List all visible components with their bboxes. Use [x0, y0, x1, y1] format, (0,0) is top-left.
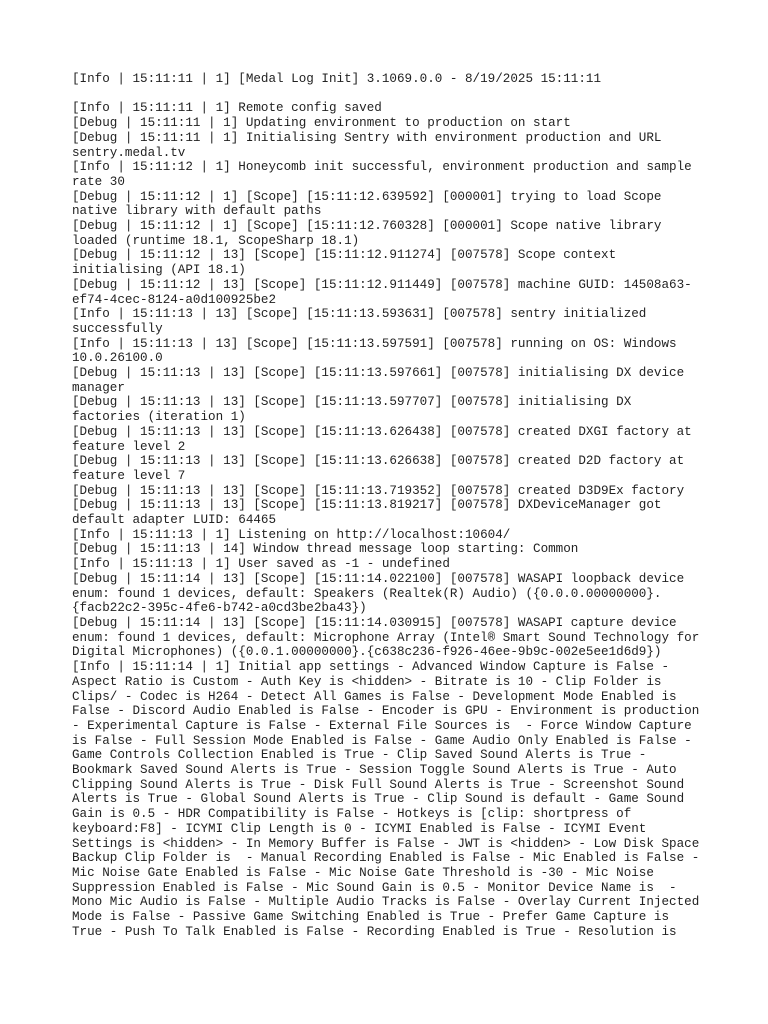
log-line: [Debug | 15:11:12 | 13] [Scope] [15:11:12.911449] [007578] machine GUID: 14508a63-ef74-4cec-8124-a0d100925be2 [72, 277, 692, 307]
log-init-header: [Info | 15:11:11 | 1] [Medal Log Init] 3.1069.0.0 - 8/19/2025 15:11:11 [72, 72, 602, 86]
log-line: [Debug | 15:11:12 | 1] [Scope] [15:11:12.760328] [000001] Scope native library loaded (runtime 18.1, ScopeSharp 18.1) [72, 219, 670, 248]
log-line: [Info | 15:11:14 | 1] Initial app settings - Advanced Window Capture is False - Aspect Ratio is Custom - Auth Key is <hidden> - Bitrate is 10 - Clip Folder is Clips/ - Codec is H264 - Detect All Games is False - Development Mode Enabled is False - Discord Audio Enabled is False - Encoder is GPU - Environment is production - Experimental Capture is False - External File Sources is - Force Window Capture is False - Full Session Mode Enabled is False - Game Audio Only Enabled is False - Game Controls Collection Enabled is True - Clip Saved Sound Alerts is True - Bookmark Saved Sound Alerts is True - Session Toggle Sound Alerts is True - Auto Clipping Sound Alerts is True - Disk Full Sound Alerts is True - Screenshot Sound Alerts is True - Global Sound Alerts is True - Clip Sound is default - Game Sound Gain is 0.5 - HDR Compatibility is False - Hotkeys is [clip: shortpress of keyboard:F8] - ICYMI Clip Length is 0 - ICYMI Enabled is False - ICYMI Event Settings is <hidden> - In Memory Buffer is False - JWT is <hidden> - Low Disk Space Backup Clip Folder is - Manual Recording Enabled is False - Mic Enabled is False - Mic Noise Gate Enabled is False - Mic Noise Gate Threshold is -30 - Mic Noise Suppression Enabled is False - Mic Sound Gain is 0.5 - Monitor Device Name is - Mono Mic Audio is False - Multiple Audio Tracks is False - Overlay Current Injected Mode is False - Passive Game Switching Enabled is True - Prefer Game Capture is True - Push To Talk Enabled is False - Recording Enabled is True - Resolution is [72, 660, 707, 939]
log-line: [Debug | 15:11:11 | 1] Updating environment to production on start [72, 116, 571, 131]
log-line: [Info | 15:11:13 | 1] Listening on http://localhost:10604/ [72, 527, 511, 542]
log-line: [Info | 15:11:13 | 13] [Scope] [15:11:13.597591] [007578] running on OS: Windows 10.0.26100.0 [72, 336, 685, 366]
log-line: [Debug | 15:11:13 | 13] [Scope] [15:11:13.819217] [007578] DXDeviceManager got default adapter LUID: 64465 [72, 498, 670, 528]
log-line: [Debug | 15:11:14 | 13] [Scope] [15:11:14.030915] [007578] WASAPI capture device enum: found 1 devices, default: Microphone Array (Intel® Smart Sound Technology for Digital Microphones) ({0.0.1.00000000}.{c638c236-f926-46ee-9b9c-002e5ee1d6d9}) [72, 616, 707, 660]
log-line: [Debug | 15:11:13 | 13] [Scope] [15:11:13.626438] [007578] created DXGI factory at feature level 2 [72, 424, 700, 454]
log-document [72, 72, 707, 939]
log-line: [Debug | 15:11:13 | 13] [Scope] [15:11:13.597707] [007578] initialising DX factories (iteration 1) [72, 395, 639, 425]
log-line: [Debug | 15:11:13 | 13] [Scope] [15:11:13.626638] [007578] created D2D factory at feature level 7 [72, 454, 692, 483]
log-line: [Debug | 15:11:14 | 13] [Scope] [15:11:14.022100] [007578] WASAPI loopback device enum: found 1 devices, default: Speakers (Realtek(R) Audio) ({0.0.0.00000000}.{facb22c2-395c-4fe6-b742-a0cd3be2ba43}) [72, 571, 692, 616]
log-line: [Info | 15:11:13 | 13] [Scope] [15:11:13.593631] [007578] sentry initialized successfully [72, 307, 654, 336]
log-line: [Info | 15:11:12 | 1] Honeycomb init successful, environment production and sample rate 30 [72, 160, 700, 189]
log-line: [Debug | 15:11:12 | 1] [Scope] [15:11:12.639592] [000001] trying to load Scope native library with default paths [72, 189, 670, 219]
log-entries [72, 101, 707, 939]
log-line: [Info | 15:11:13 | 1] User saved as -1 - undefined [72, 557, 450, 572]
log-line: [Info | 15:11:11 | 1] Remote config saved [72, 101, 382, 116]
log-line: [Debug | 15:11:13 | 14] Window thread message loop starting: Common [72, 542, 579, 557]
log-line: [Debug | 15:11:13 | 13] [Scope] [15:11:13.719352] [007578] created D3D9Ex factory [72, 483, 685, 498]
log-line: [Debug | 15:11:11 | 1] Initialising Sentry with environment production and URL sentry.medal.tv [72, 130, 670, 160]
log-line: [Debug | 15:11:13 | 13] [Scope] [15:11:13.597661] [007578] initialising DX device manager [72, 366, 692, 395]
log-line: [Debug | 15:11:12 | 13] [Scope] [15:11:12.911274] [007578] Scope context initialising (API 18.1) [72, 248, 624, 278]
